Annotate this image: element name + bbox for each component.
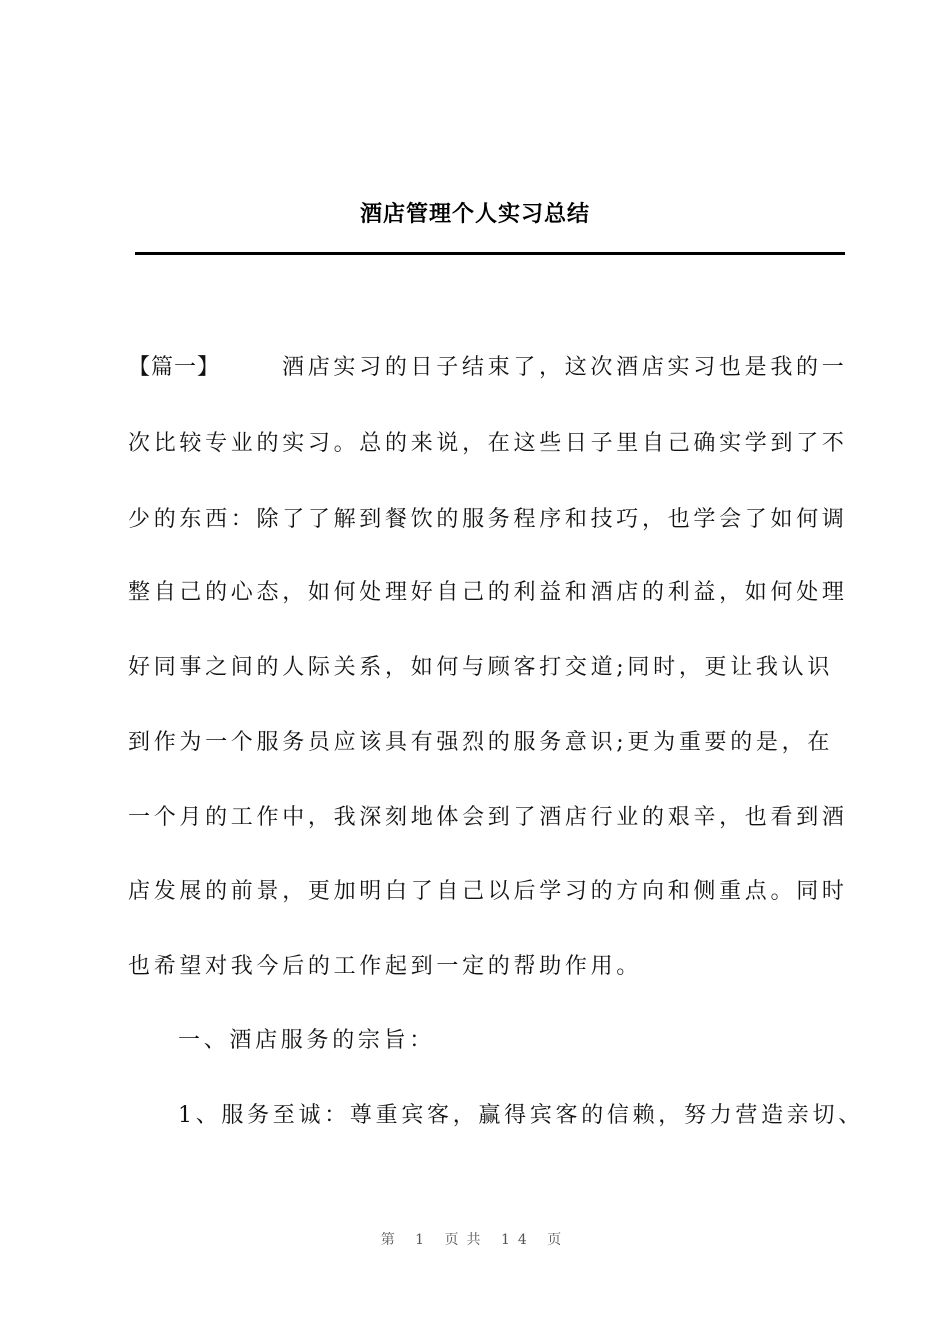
paragraph-line-5: 好同事之间的人际关系，如何与顾客打交道;同时，更让我认识 <box>128 655 834 680</box>
paragraph-line-1 <box>128 348 848 388</box>
line-text: 酒店实习的日子结束了，这次酒店实习也是我的一 <box>282 355 848 380</box>
title-underline <box>135 252 845 255</box>
paragraph-line-8: 店发展的前景，更加明白了自己以后学习的方向和侧重点。同时 <box>128 879 848 904</box>
section-tag: 【篇一】 <box>128 355 221 380</box>
paragraph-line-6: 到作为一个服务员应该具有强烈的服务意识;更为重要的是，在 <box>128 730 834 755</box>
section-heading: 一、酒店服务的宗旨： <box>178 1028 436 1053</box>
paragraph-line-9: 也希望对我今后的工作起到一定的帮助作用。 <box>128 954 643 979</box>
document-title: 酒店管理个人实习总结 <box>359 201 590 227</box>
page-number-footer: 第 1 页共 14 页 <box>380 1232 570 1248</box>
paragraph-line-7: 一个月的工作中，我深刻地体会到了酒店行业的艰辛，也看到酒 <box>128 805 848 830</box>
paragraph-line-4: 整自己的心态，如何处理好自己的利益和酒店的利益，如何处理 <box>128 580 848 605</box>
paragraph-line-2: 次比较专业的实习。总的来说，在这些日子里自己确实学到了不 <box>128 431 848 456</box>
list-item-1: 1、服务至诚：尊重宾客，赢得宾客的信赖，努力营造亲切、 <box>178 1103 864 1128</box>
paragraph-line-3: 少的东西：除了了解到餐饮的服务程序和技巧，也学会了如何调 <box>128 507 848 532</box>
